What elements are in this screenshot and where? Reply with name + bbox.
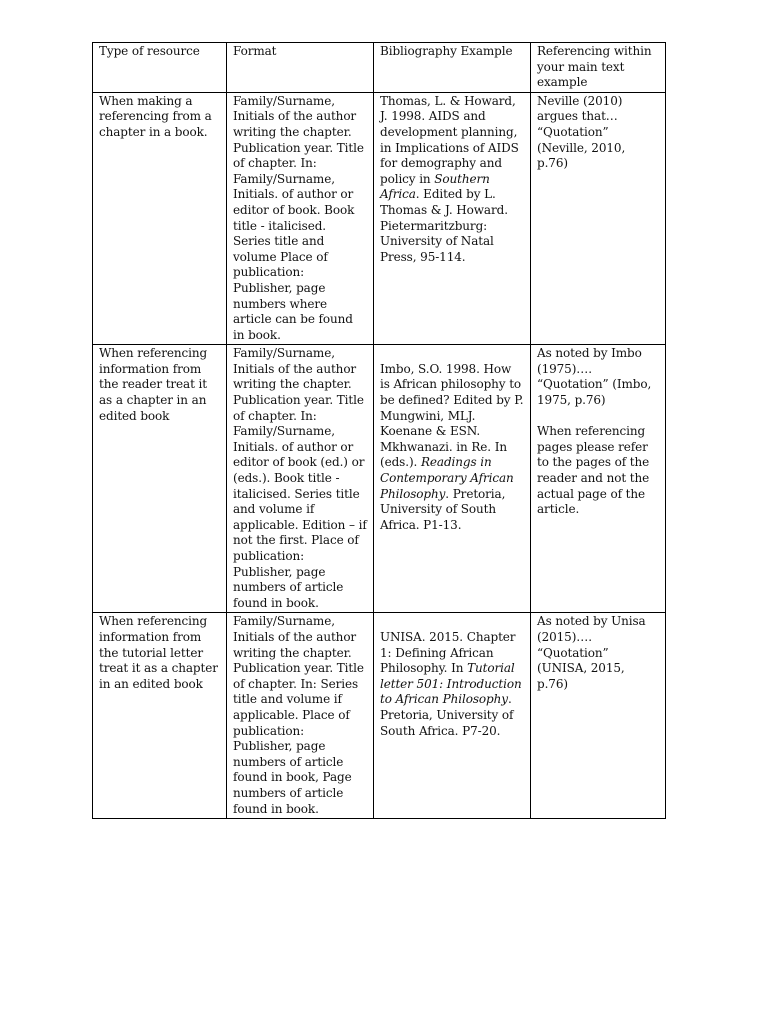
bibliography-text-end: . Edited by L. Thomas & J. Howard. Pietermaritzburg: University of Natal Press, 95-114. [380,187,508,264]
header-bibliography-example: Bibliography Example [374,43,531,93]
bibliography-text: Thomas, L. & Howard, J. 1998. AIDS and development planning, in Implications of AIDS for demography and policy in [380,93,519,186]
format-cell: Family/Surname, Initials of the author writing the chapter. Publication year. Title of chapter. In: Family/Surname, Initials. of author or editor of book. Book title - italicised. Series title and volume Place of publication: Publisher, page numbers where article can be found in book. [227,92,374,345]
table-row [93,92,666,345]
bibliography-italic-title: Readings in Contemporary African Philosophy [380,455,514,501]
resource-type-cell: When referencing information from the tutorial letter treat it as a chapter in an edited book [93,613,227,819]
in-text-cell: As noted by Unisa (2015)…. “Quotation” (UNISA, 2015, p.76) [531,613,666,819]
format-cell: Family/Surname, Initials of the author writing the chapter. Publication year. Title of chapter. In: Family/Surname, Initials. of author or editor of book (ed.) or (eds.). Book title - italicised. Series title and volume if applicable. Edition – if not the first. Place of publication: Publisher, page numbers of article found in book. [227,345,374,613]
bibliography-cell [374,92,531,345]
in-text-note: When referencing pages please refer to the pages of the reader and not the actual page of the article. [537,424,650,517]
bibliography-cell [374,613,531,819]
table-row [93,345,666,613]
in-text-cell: Neville (2010) argues that… “Quotation” (Neville, 2010, p.76) [531,92,666,345]
in-text-cell [531,345,666,613]
format-cell: Family/Surname, Initials of the author writing the chapter. Publication year. Title of chapter. In: Series title and volume if applicable. Place of publication: Publisher, page numbers of article found in book, Page numbers of article found in book. [227,613,374,819]
bibliography-text-end: . Pretoria, University of South Africa. P1-13. [380,486,506,532]
header-type-of-resource: Type of resource [93,43,227,93]
bibliography-text: UNISA. 2015. Chapter 1: Defining African Philosophy. In [380,629,516,676]
in-text-example: As noted by Imbo (1975)…. “Quotation” (Imbo, 1975, p.76) [537,346,652,408]
header-row [93,43,666,93]
header-format: Format [227,43,374,93]
bibliography-italic-title: Tutorial letter 501: Introduction to African Philosophy [380,661,522,707]
header-in-text-example: Referencing within your main text example [531,43,666,93]
table-row [93,613,666,819]
resource-type-cell: When making a referencing from a chapter in a book. [93,92,227,345]
bibliography-italic-title: Southern Africa [380,171,490,202]
referencing-table [92,42,666,819]
bibliography-text-end: . Pretoria, University of South Africa. P7-20. [380,692,514,738]
resource-type-cell: When referencing information from the reader treat it as a chapter in an edited book [93,345,227,613]
bibliography-text: Imbo, S.O. 1998. How is African philosophy to be defined? Edited by P. Mungwini, MLJ. Koenane & ESN. Mkhwanazi. in Re. In (eds.). [380,361,524,470]
bibliography-cell [374,345,531,613]
